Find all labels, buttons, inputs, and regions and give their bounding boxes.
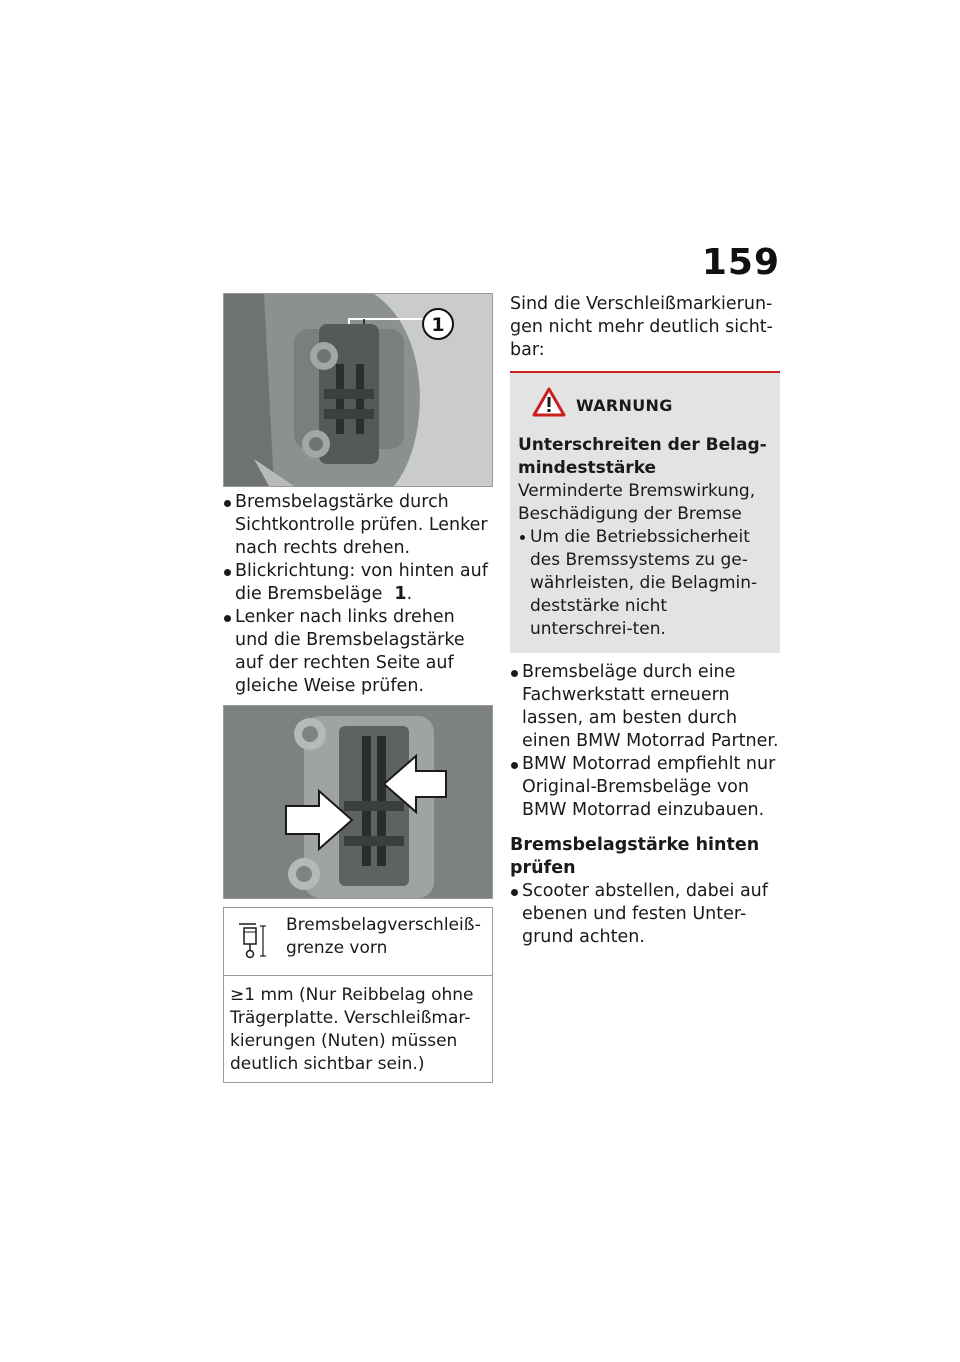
left-column — [223, 293, 493, 1083]
warning-label: WARNUNG — [576, 396, 673, 415]
intro-paragraph: Sind die Verschleißmarkierun-gen nicht mehr deutlich sicht-bar: — [510, 294, 773, 360]
list-item: Bremsbeläge durch eine Fachwerkstatt erneuern lassen, am besten durch einen BMW Motorrad Partner. — [510, 661, 780, 753]
spec-title: Bremsbelagverschleiß-grenze vorn — [286, 915, 481, 958]
warning-subtitle: Unterschreiten der Belag-mindeststärke — [518, 435, 767, 478]
callout-number: 1 — [431, 314, 445, 336]
left-bullet-list — [223, 491, 493, 698]
list-item — [223, 560, 493, 606]
page-number: 159 — [701, 242, 780, 283]
warning-triangle-icon — [532, 387, 566, 424]
warning-bullet-list — [518, 526, 772, 641]
reference-punct: . — [406, 584, 413, 604]
brake-caliper-photo-arrows — [223, 705, 493, 899]
right-bullet-list — [510, 661, 780, 822]
brake-caliper-photo-front — [223, 293, 493, 487]
warning-box — [510, 373, 780, 653]
warning-header — [518, 387, 772, 424]
spec-table — [223, 907, 493, 1083]
brake-pad-wear-icon — [236, 920, 276, 967]
section-heading: Bremsbelagstärke hinten prüfen — [510, 835, 760, 878]
spec-header — [224, 908, 492, 976]
reference-number: 1 — [394, 584, 407, 604]
warning-text: Verminderte Bremswirkung, Beschädigung der Bremse — [518, 481, 756, 524]
spec-value: ≥1 mm (Nur Reibbelag ohne Trägerplatte. Verschleißmar-kierungen (Nuten) müssen deutlich sichtbar sein.) — [230, 985, 474, 1074]
right-bullet-list-2 — [510, 880, 780, 949]
list-item-text: Blickrichtung: von hinten auf die Bremsbeläge — [235, 561, 488, 604]
list-item: Scooter abstellen, dabei auf ebenen und festen Unter-grund achten. — [510, 880, 780, 949]
list-item: Um die Betriebssicherheit des Bremssystems zu ge-währleisten, die Belagmin-deststärke nicht unterschrei-ten. — [518, 526, 772, 641]
right-column — [510, 293, 780, 949]
list-item: Bremsbelagstärke durch Sichtkontrolle prüfen. Lenker nach rechts drehen. — [223, 491, 493, 560]
list-item: Lenker nach links drehen und die Bremsbelagstärke auf der rechten Seite auf gleiche Weise prüfen. — [223, 606, 493, 698]
list-item: BMW Motorrad empfiehlt nur Original-Bremsbeläge von BMW Motorrad einzubauen. — [510, 753, 780, 822]
